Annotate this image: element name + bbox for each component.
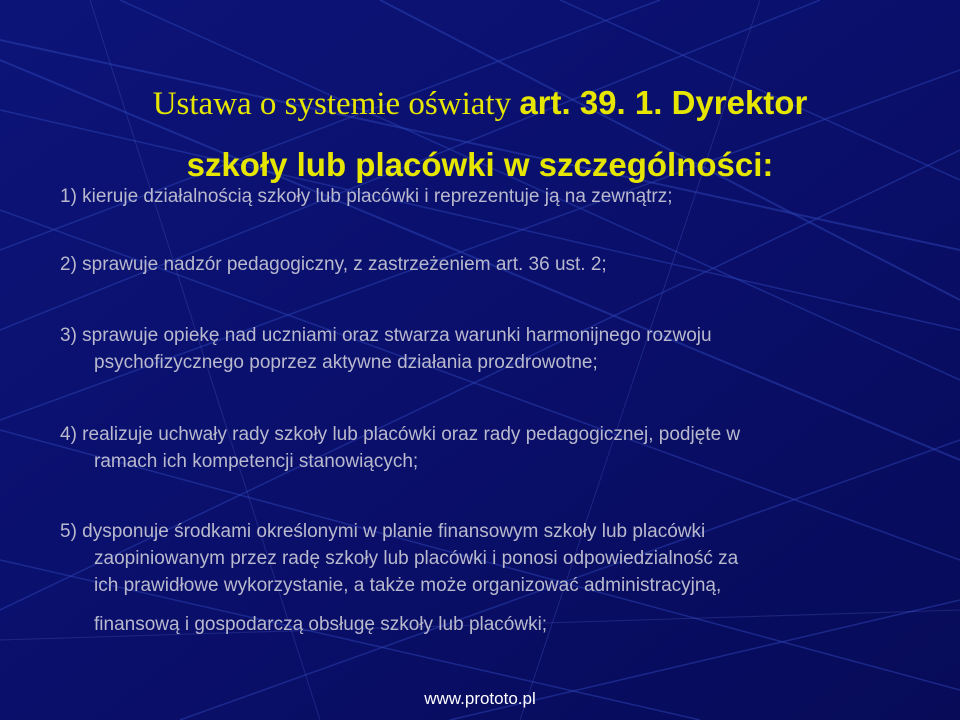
title-serif-part: Ustawa o systemie oświaty [152,86,520,122]
slide-title-line-2: szkoły lub placówki w szczególności: [186,146,774,183]
list-item-line: zaopiniowanym przez radę szkoły lub placówki i ponosi odpowiedzialność za [94,548,739,569]
list-item-3 [60,322,930,376]
list-item-line: psychofizycznego poprzez aktywne działania prozdrowotne; [94,352,598,373]
list-item-line: ramach ich kompetencji stanowiących; [94,451,419,472]
list-item-2 [60,251,930,278]
list-item-line: finansową i gospodarczą obsługę szkoły lub placówki; [94,614,548,635]
list-item-line: ich prawidłowe wykorzystanie, a także może organizować administracyjną, [94,575,722,596]
list-item-line: 5) dysponuje środkami określonymi w planie finansowym szkoły lub placówki [60,521,706,542]
list-item-4 [60,421,930,475]
list-item-line: 4) realizuje uchwały rady szkoły lub placówki oraz rady pedagogicznej, podjęte w [60,424,741,445]
list-item-5 [60,518,930,638]
footer-url: www.prototo.pl [424,689,536,708]
list-item-line: 2) sprawuje nadzór pedagogiczny, z zastrzeżeniem art. 36 ust. 2; [60,254,607,275]
slide-title-line-1 [60,84,900,123]
list-item-1 [60,183,930,210]
title-bold-part: art. 39. 1. Dyrektor [519,84,808,121]
list-item-line: 1) kieruje działalnością szkoły lub placówki i reprezentuje ją na zewnątrz; [60,186,673,207]
list-item-line: 3) sprawuje opiekę nad uczniami oraz stwarza warunki harmonijnego rozwoju [60,325,712,346]
